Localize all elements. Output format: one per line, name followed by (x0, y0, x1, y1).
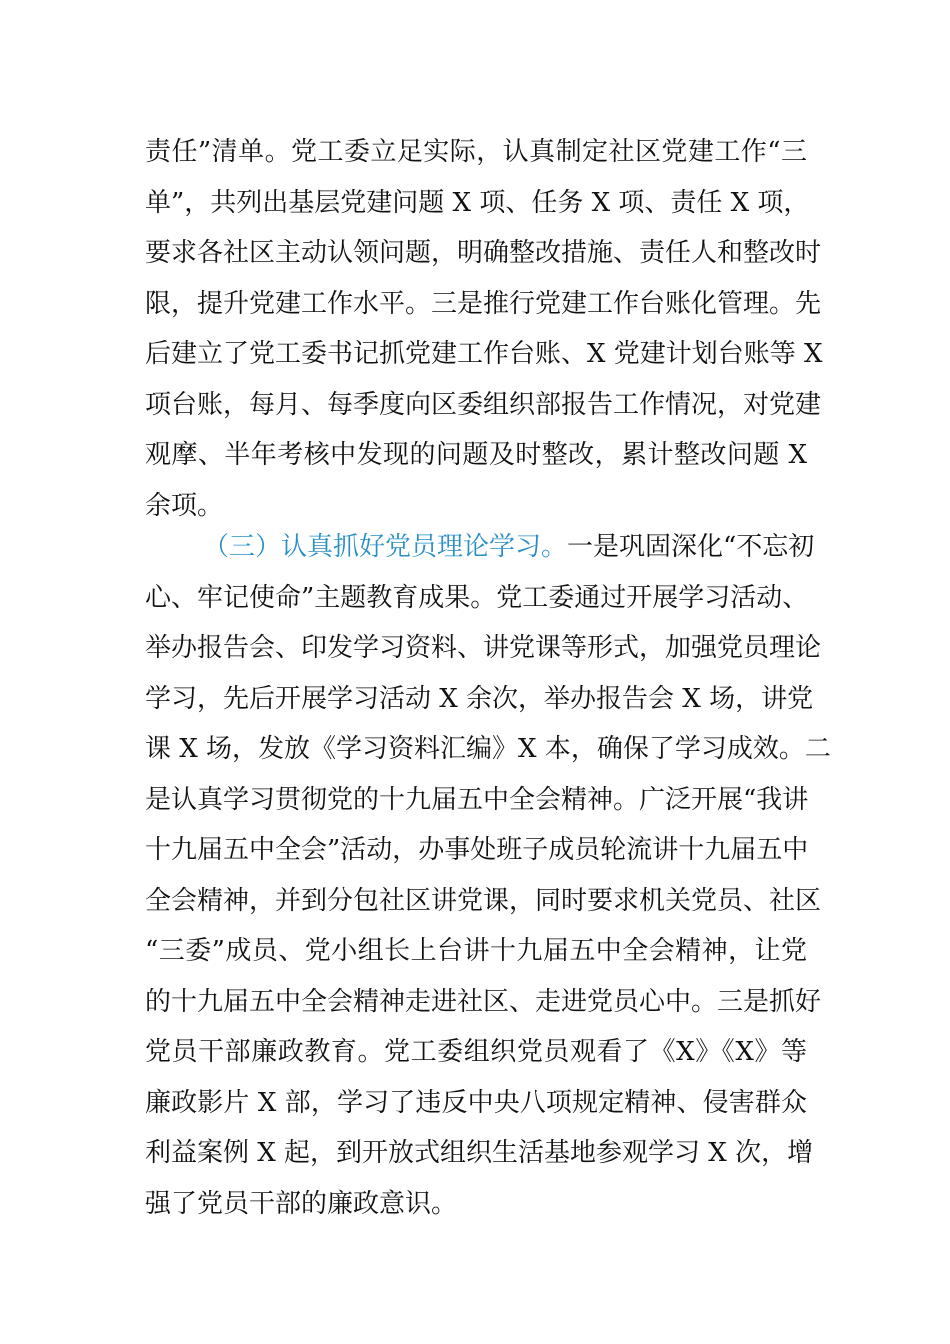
paragraph-line: 限，提升党建工作水平。三是推行党建工作台账化管理。先 (145, 288, 822, 319)
paragraph-line: 后建立了党工委书记抓党建工作台账、X 党建计划台账等 X (145, 339, 823, 369)
paragraph-line: 举办报告会、印发学习资料、讲党课等形式，加强党员理论 (145, 633, 822, 663)
paragraph-line: 项台账，每月、每季度向区委组织部报告工作情况，对党建 (145, 389, 822, 420)
section-heading: （三）认真抓好党员理论学习。 (203, 532, 568, 562)
paragraph-line: “三委”成员、党小组长上台讲十九届五中全会精神，让党 (145, 936, 807, 966)
paragraph-line: 要求各社区主动认领问题，明确整改措施、责任人和整改时 (145, 238, 822, 268)
paragraph-line: 余项。 (145, 490, 224, 521)
paragraph-line: 责任”清单。党工委立足实际，认真制定社区党建工作“三 (145, 137, 807, 167)
paragraph-line: 的十九届五中全会精神走进社区、走进党员心中。三是抓好 (145, 986, 822, 1017)
paragraph-text: 一是巩固深化“不忘初 (567, 532, 815, 562)
paragraph-line: 党员干部廉政教育。党工委组织党员观看了《X》《X》等 (145, 1037, 807, 1067)
paragraph-line: 廉政影片 X 部，学习了违反中央八项规定精神、侵害群众 (145, 1087, 807, 1118)
paragraph-line: 十九届五中全会”活动，办事处班子成员轮流讲十九届五中 (145, 835, 809, 865)
paragraph-line: 心、牢记使命”主题教育成果。党工委通过开展学习活动、 (145, 582, 809, 613)
paragraph-line: 是认真学习贯彻党的十九届五中全会精神。广泛开展“我讲 (145, 784, 809, 815)
paragraph-line: 强了党员干部的廉政意识。 (145, 1188, 458, 1219)
paragraph-line: 利益案例 X 起，到开放式组织生活基地参观学习 X 次，增 (145, 1138, 814, 1168)
paragraph-line: 全会精神，并到分包社区讲党课，同时要求机关党员、社区 (145, 885, 822, 916)
paragraph-1 (145, 127, 823, 531)
paragraph-first-line (145, 522, 815, 573)
paragraph-line: 课 X 场，发放《学习资料汇编》X 本，确保了学习成效。二 (145, 734, 831, 764)
paragraph-line: 单”，共列出基层党建问题 X 项、任务 X 项、责任 X 项， (145, 187, 810, 218)
paragraph-line: 观摩、半年考核中发现的问题及时整改，累计整改问题 X (145, 440, 807, 470)
paragraph-2 (145, 522, 831, 1229)
paragraph-line: 学习，先后开展学习活动 X 余次，举办报告会 X 场，讲党 (145, 683, 814, 714)
